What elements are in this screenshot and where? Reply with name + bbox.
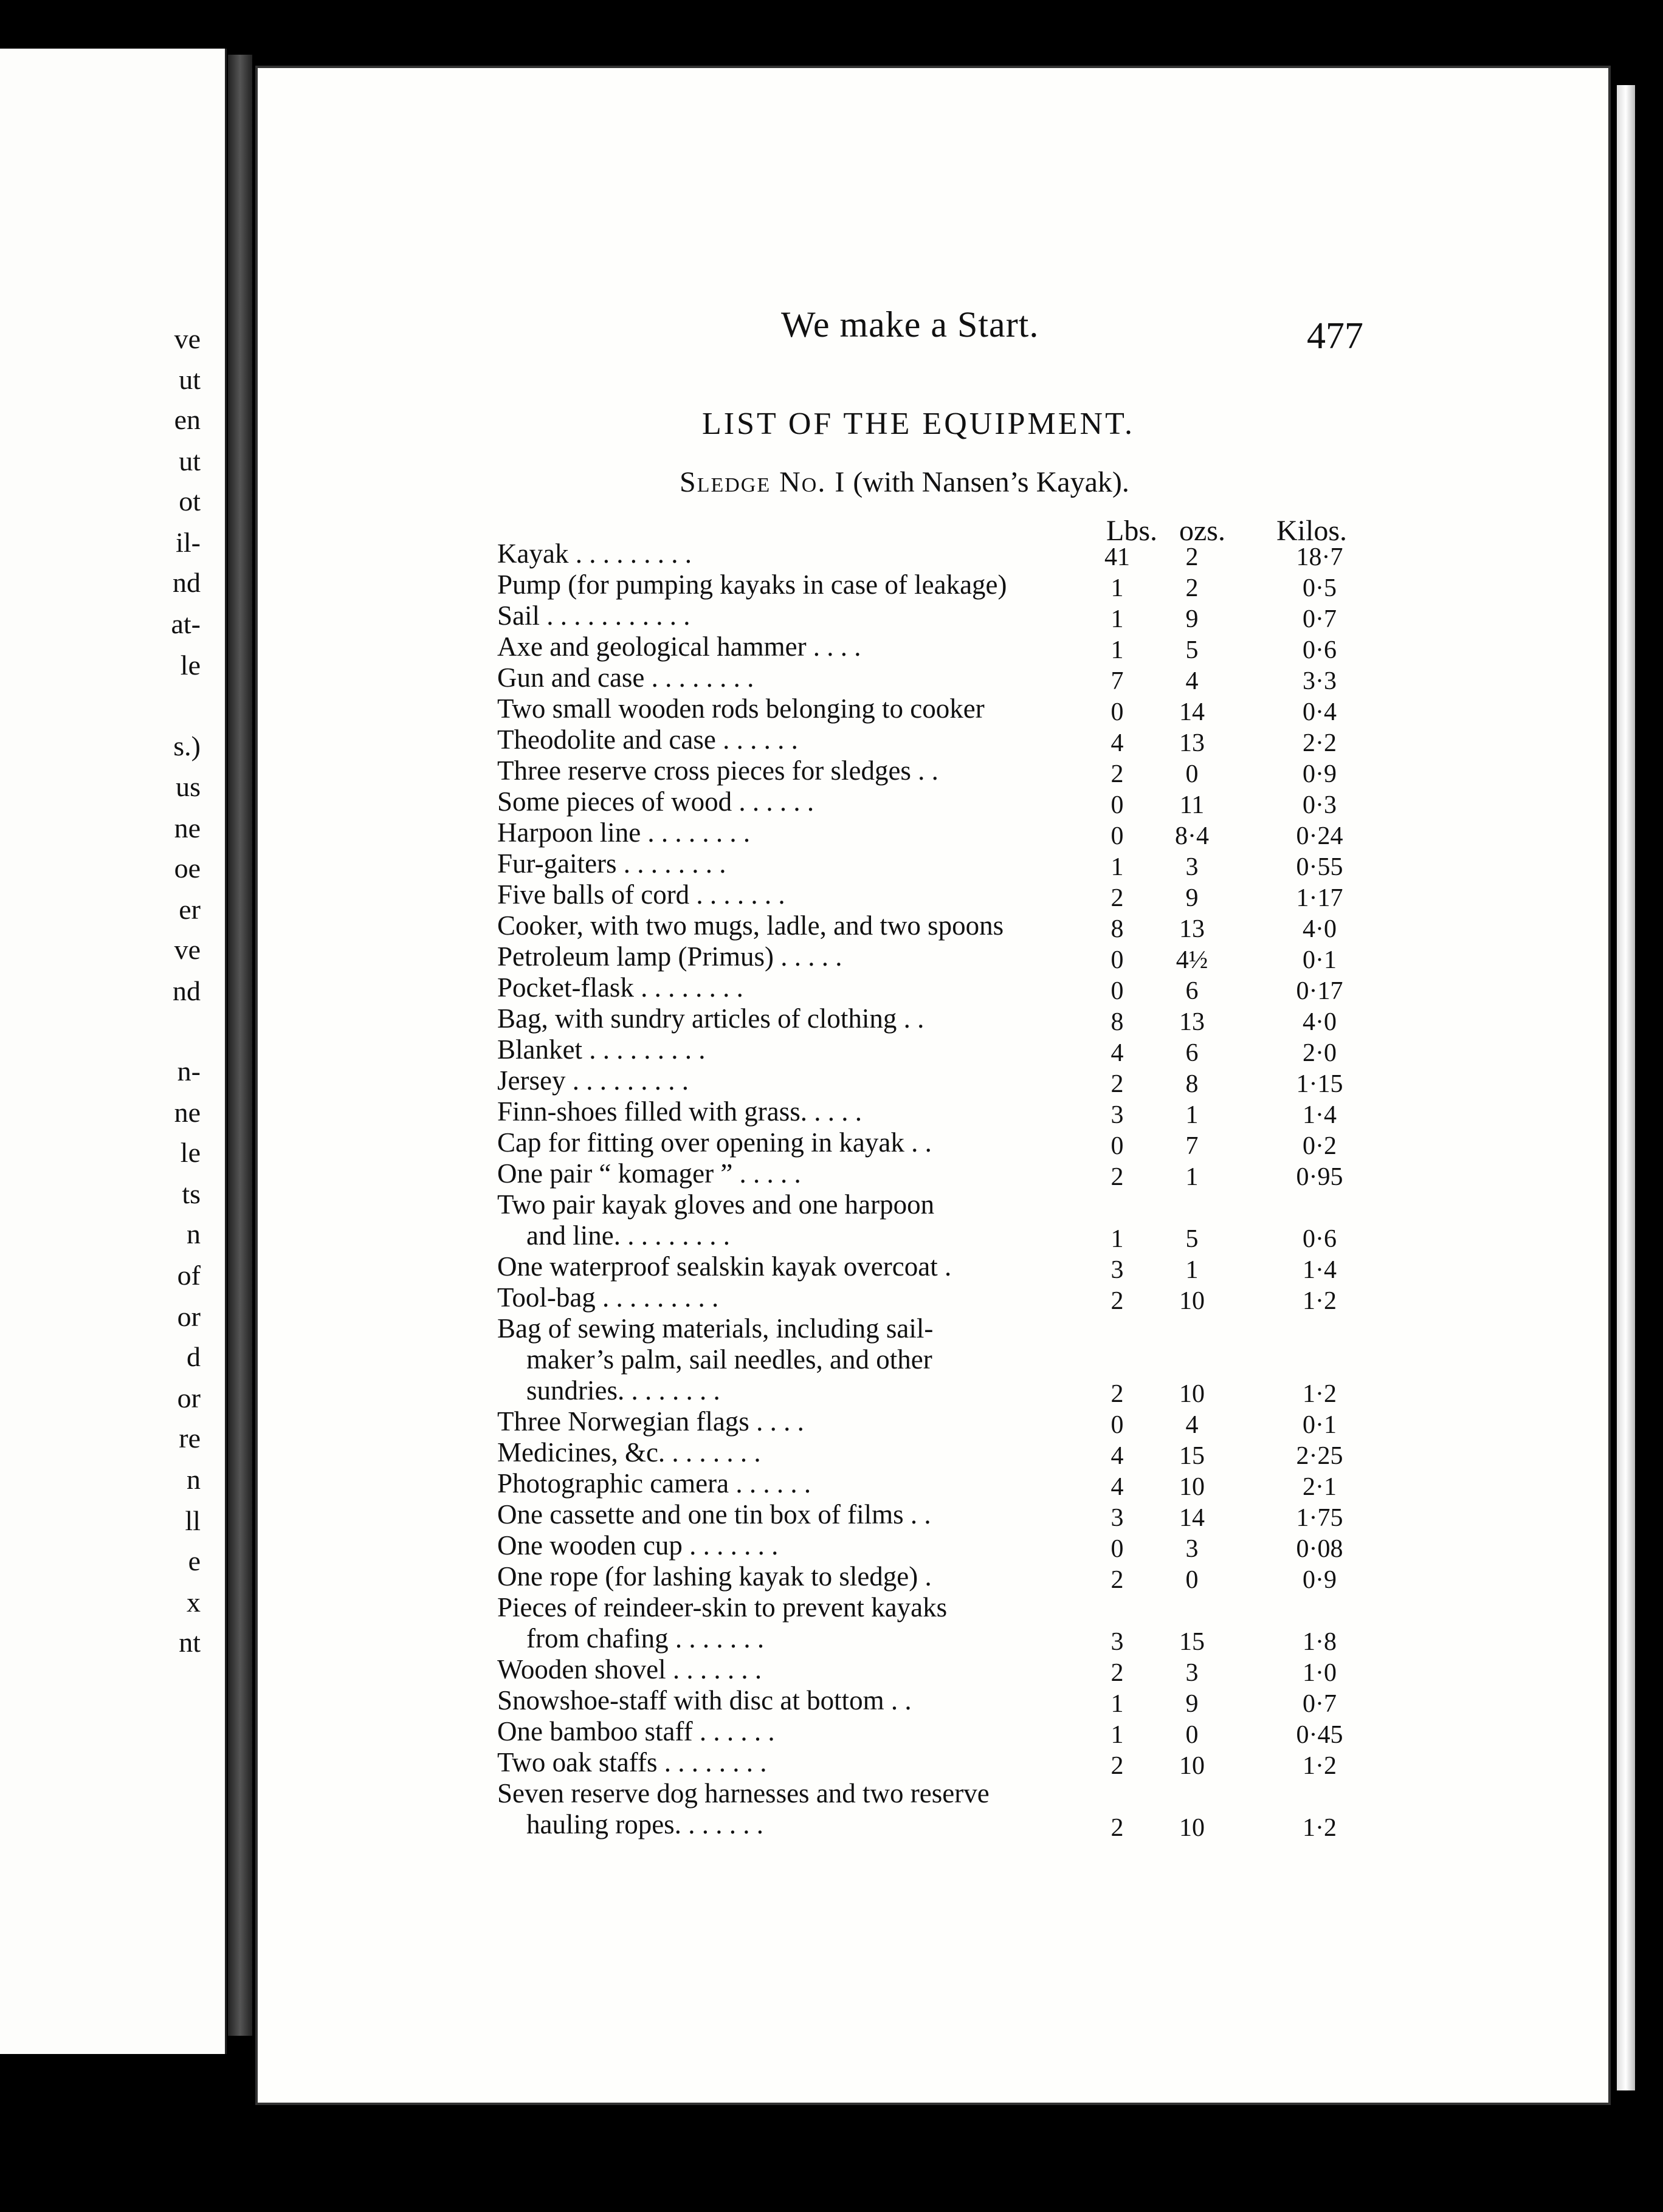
facing-page-text-fragment: n xyxy=(187,1464,201,1495)
table-row xyxy=(497,1654,1409,1685)
table-row xyxy=(497,1065,1409,1096)
weight-kilos: 0·9 xyxy=(1303,1566,1337,1594)
weight-ozs: 10 xyxy=(1179,1287,1205,1315)
facing-page-text-fragment: us xyxy=(176,771,201,802)
item-name-continuation: hauling ropes. . . . . . . xyxy=(526,1809,763,1839)
table-row xyxy=(497,1189,1409,1251)
page-edge xyxy=(1617,85,1635,2090)
facing-page-text-fragment: er xyxy=(179,894,201,925)
weight-lbs: 2 xyxy=(1110,1070,1124,1098)
weight-kilos: 0·7 xyxy=(1303,1690,1337,1718)
weight-ozs: 4 xyxy=(1185,1411,1199,1439)
item-name: Bag of sewing materials, including sail- xyxy=(497,1313,934,1344)
weight-kilos: 1·75 xyxy=(1296,1504,1343,1532)
facing-page-text-fragment: x xyxy=(187,1587,201,1618)
weight-ozs: 13 xyxy=(1179,729,1205,757)
weight-lbs: 0 xyxy=(1110,977,1124,1005)
table-row xyxy=(497,848,1409,879)
weight-kilos: 18·7 xyxy=(1296,543,1343,571)
weight-ozs: 3 xyxy=(1185,1659,1199,1687)
weight-kilos: 1·17 xyxy=(1296,884,1343,912)
weight-kilos: 1·2 xyxy=(1303,1814,1337,1842)
facing-page-text-fragment: nd xyxy=(173,567,201,598)
weight-lbs: 0 xyxy=(1110,822,1124,850)
weight-lbs: 2 xyxy=(1110,884,1124,912)
facing-page-text-fragment: le xyxy=(180,1137,201,1168)
weight-ozs: 14 xyxy=(1179,698,1205,726)
weight-ozs: 1 xyxy=(1185,1163,1199,1191)
facing-page-text-fragment: n- xyxy=(177,1056,201,1087)
weight-lbs: 2 xyxy=(1110,1659,1124,1687)
item-name: Pump (for pumping kayaks in case of leakage) xyxy=(497,569,1007,600)
table-row xyxy=(497,662,1409,693)
table-row xyxy=(497,1747,1409,1778)
item-name: Petroleum lamp (Primus) . . . . . xyxy=(497,941,842,972)
weight-lbs: 2 xyxy=(1110,760,1124,788)
weight-ozs: 2 xyxy=(1185,543,1199,571)
weight-lbs: 0 xyxy=(1110,1535,1124,1563)
weight-ozs: 1 xyxy=(1185,1101,1199,1129)
weight-ozs: 11 xyxy=(1179,791,1205,819)
table-row xyxy=(497,1778,1409,1840)
item-name: Two oak staffs . . . . . . . . xyxy=(497,1747,767,1777)
item-name: Five balls of cord . . . . . . . xyxy=(497,879,785,910)
weight-kilos: 0·1 xyxy=(1303,946,1337,974)
weight-ozs: 8·4 xyxy=(1175,822,1209,850)
weight-kilos: 1·15 xyxy=(1296,1070,1343,1098)
table-row xyxy=(497,1096,1409,1127)
weight-lbs: 1 xyxy=(1110,1225,1124,1253)
item-name: One pair “ komager ” . . . . . xyxy=(497,1158,801,1189)
weight-kilos: 0·1 xyxy=(1303,1411,1337,1439)
weight-ozs: 2 xyxy=(1185,574,1199,602)
weight-ozs: 10 xyxy=(1179,1752,1205,1780)
weight-kilos: 0·55 xyxy=(1296,853,1343,881)
item-name: Medicines, &c. . . . . . . . xyxy=(497,1437,761,1468)
item-name: Snowshoe-staff with disc at bottom . . xyxy=(497,1685,912,1716)
weight-lbs: 4 xyxy=(1110,729,1124,757)
sledge-label: Sledge No. I xyxy=(680,466,846,498)
item-name: Tool-bag . . . . . . . . . xyxy=(497,1282,719,1313)
weight-lbs: 0 xyxy=(1110,1132,1124,1160)
weight-kilos: 1·4 xyxy=(1303,1256,1337,1284)
weight-ozs: 10 xyxy=(1179,1473,1205,1501)
item-name: Some pieces of wood . . . . . . xyxy=(497,786,814,817)
item-name: Bag, with sundry articles of clothing . . xyxy=(497,1003,924,1034)
sledge-subtitle: (with Nansen’s Kayak). xyxy=(853,466,1129,498)
weight-kilos: 0·2 xyxy=(1303,1132,1337,1160)
weight-kilos: 0·7 xyxy=(1303,605,1337,633)
weight-kilos: 2·1 xyxy=(1303,1473,1337,1501)
item-name: Blanket . . . . . . . . . xyxy=(497,1034,706,1065)
weight-ozs: 6 xyxy=(1185,1039,1199,1067)
weight-lbs: 4 xyxy=(1110,1442,1124,1470)
item-name: Two small wooden rods belonging to cooker xyxy=(497,693,985,724)
weight-lbs: 41 xyxy=(1104,543,1130,571)
weight-lbs: 0 xyxy=(1110,946,1124,974)
facing-page-text-fragment: ts xyxy=(182,1178,201,1209)
item-name: One cassette and one tin box of films . . xyxy=(497,1499,931,1530)
weight-ozs: 14 xyxy=(1179,1504,1205,1532)
weight-ozs: 15 xyxy=(1179,1442,1205,1470)
facing-page-text-fragment: ne xyxy=(174,1097,201,1128)
facing-page-text-fragment: en xyxy=(174,404,201,435)
table-row xyxy=(497,972,1409,1003)
item-name: Theodolite and case . . . . . . xyxy=(497,724,798,755)
item-name: Seven reserve dog harnesses and two reserve xyxy=(497,1778,990,1808)
facing-page-text-fragment: e xyxy=(188,1545,201,1576)
weight-lbs: 1 xyxy=(1110,853,1124,881)
item-name: Cooker, with two mugs, ladle, and two spoons xyxy=(497,910,1004,941)
table-row xyxy=(497,569,1409,600)
section-title: LIST OF THE EQUIPMENT. xyxy=(702,407,1135,441)
weight-ozs: 9 xyxy=(1185,605,1199,633)
weight-lbs: 3 xyxy=(1110,1628,1124,1656)
weight-lbs: 2 xyxy=(1110,1814,1124,1842)
item-name: Three reserve cross pieces for sledges . . xyxy=(497,755,938,786)
weight-lbs: 0 xyxy=(1110,698,1124,726)
weight-lbs: 4 xyxy=(1110,1473,1124,1501)
facing-page-text-fragment: ve xyxy=(174,934,201,965)
weight-ozs: 9 xyxy=(1185,1690,1199,1718)
running-title: We make a Start. xyxy=(781,304,1039,345)
item-name: Jersey . . . . . . . . . xyxy=(497,1065,689,1096)
weight-ozs: 5 xyxy=(1185,636,1199,664)
weight-ozs: 4 xyxy=(1185,667,1199,695)
facing-page-text-fragment: s.) xyxy=(173,730,201,761)
table-row xyxy=(497,1468,1409,1499)
facing-page-text-fragment: at- xyxy=(171,608,201,639)
column-header-lbs: Lbs. xyxy=(1106,515,1157,547)
weight-lbs: 2 xyxy=(1110,1287,1124,1315)
weight-lbs: 3 xyxy=(1110,1256,1124,1284)
weight-kilos: 0·6 xyxy=(1303,636,1337,664)
item-name: One rope (for lashing kayak to sledge) . xyxy=(497,1561,932,1592)
weight-ozs: 3 xyxy=(1185,853,1199,881)
item-name: Kayak . . . . . . . . . xyxy=(497,538,692,569)
column-header-kilos: Kilos. xyxy=(1276,515,1348,547)
item-name: Pocket-flask . . . . . . . . xyxy=(497,972,743,1003)
weight-ozs: 13 xyxy=(1179,915,1205,943)
weight-kilos: 1·2 xyxy=(1303,1752,1337,1780)
facing-page-text-fragment: ut xyxy=(179,445,201,476)
table-row xyxy=(497,1530,1409,1561)
item-name: Three Norwegian flags . . . . xyxy=(497,1406,804,1437)
weight-kilos: 2·0 xyxy=(1303,1039,1337,1067)
table-row xyxy=(497,1561,1409,1592)
weight-lbs: 1 xyxy=(1110,574,1124,602)
table-row xyxy=(497,786,1409,817)
weight-ozs: 10 xyxy=(1179,1380,1205,1408)
weight-ozs: 4½ xyxy=(1176,946,1208,974)
table-row xyxy=(497,755,1409,786)
weight-lbs: 1 xyxy=(1110,1690,1124,1718)
facing-page-text-fragment: nd xyxy=(173,975,201,1006)
weight-kilos: 1·2 xyxy=(1303,1287,1337,1315)
table-row xyxy=(497,1251,1409,1282)
facing-page-text-fragment: ot xyxy=(179,486,201,517)
table-row xyxy=(497,1592,1409,1654)
table-row xyxy=(497,631,1409,662)
weight-kilos: 2·25 xyxy=(1296,1442,1343,1470)
item-name: Cap for fitting over opening in kayak . . xyxy=(497,1127,932,1158)
table-row xyxy=(497,1003,1409,1034)
weight-lbs: 2 xyxy=(1110,1380,1124,1408)
table-row xyxy=(497,910,1409,941)
column-header-ozs: ozs. xyxy=(1179,515,1225,547)
weight-lbs: 1 xyxy=(1110,1721,1124,1749)
equipment-table xyxy=(497,538,1409,1840)
table-row xyxy=(497,941,1409,972)
weight-lbs: 8 xyxy=(1110,1008,1124,1036)
weight-kilos: 0·17 xyxy=(1296,977,1343,1005)
facing-page-text-fragment: ut xyxy=(179,364,201,395)
item-name: Two pair kayak gloves and one harpoon xyxy=(497,1189,935,1220)
weight-kilos: 0·5 xyxy=(1303,574,1337,602)
weight-kilos: 4·0 xyxy=(1303,915,1337,943)
weight-kilos: 0·45 xyxy=(1296,1721,1343,1749)
weight-lbs: 2 xyxy=(1110,1163,1124,1191)
facing-page-text-fragment: le xyxy=(180,650,201,681)
table-row xyxy=(497,1282,1409,1313)
weight-ozs: 5 xyxy=(1185,1225,1199,1253)
table-row xyxy=(497,1437,1409,1468)
item-name-continuation: and line. . . . . . . . . xyxy=(526,1220,730,1251)
item-name: Wooden shovel . . . . . . . xyxy=(497,1654,762,1685)
weight-kilos: 0·9 xyxy=(1303,760,1337,788)
weight-kilos: 1·8 xyxy=(1303,1628,1337,1656)
table-row xyxy=(497,1406,1409,1437)
item-name: Gun and case . . . . . . . . xyxy=(497,662,754,693)
weight-lbs: 1 xyxy=(1110,636,1124,664)
table-row xyxy=(497,1127,1409,1158)
facing-page xyxy=(0,49,227,2054)
item-name-continuation: maker’s palm, sail needles, and other xyxy=(526,1344,932,1375)
table-row xyxy=(497,1685,1409,1716)
weight-lbs: 8 xyxy=(1110,915,1124,943)
table-row xyxy=(497,1313,1409,1406)
item-name: One bamboo staff . . . . . . xyxy=(497,1716,775,1747)
facing-page-text-fragment: n xyxy=(187,1218,201,1249)
item-name: Axe and geological hammer . . . . xyxy=(497,631,861,662)
table-row xyxy=(497,1499,1409,1530)
weight-ozs: 6 xyxy=(1185,977,1199,1005)
weight-kilos: 4·0 xyxy=(1303,1008,1337,1036)
table-row xyxy=(497,1034,1409,1065)
weight-ozs: 9 xyxy=(1185,884,1199,912)
facing-page-text-fragment: or xyxy=(177,1301,201,1332)
weight-ozs: 8 xyxy=(1185,1070,1199,1098)
weight-ozs: 1 xyxy=(1185,1256,1199,1284)
table-row xyxy=(497,538,1409,569)
weight-ozs: 3 xyxy=(1185,1535,1199,1563)
item-name-continuation: from chafing . . . . . . . xyxy=(526,1623,765,1654)
weight-ozs: 0 xyxy=(1185,1721,1199,1749)
table-row xyxy=(497,600,1409,631)
sledge-heading xyxy=(680,465,1129,499)
table-row xyxy=(497,1716,1409,1747)
book-gutter xyxy=(228,55,252,2036)
facing-page-text-fragment: nt xyxy=(179,1627,201,1658)
facing-page-text-fragment: oe xyxy=(174,853,201,884)
weight-kilos: 0·24 xyxy=(1296,822,1343,850)
table-row xyxy=(497,1158,1409,1189)
item-name: One waterproof sealskin kayak overcoat . xyxy=(497,1251,952,1282)
page-number: 477 xyxy=(1307,315,1363,357)
facing-page-text-fragment: re xyxy=(179,1423,201,1454)
table-row xyxy=(497,879,1409,910)
table-row xyxy=(497,817,1409,848)
weight-lbs: 1 xyxy=(1110,605,1124,633)
weight-kilos: 0·6 xyxy=(1303,1225,1337,1253)
weight-kilos: 0·4 xyxy=(1303,698,1337,726)
table-row xyxy=(497,693,1409,724)
weight-ozs: 0 xyxy=(1185,760,1199,788)
item-name: Photographic camera . . . . . . xyxy=(497,1468,811,1499)
weight-lbs: 0 xyxy=(1110,1411,1124,1439)
weight-lbs: 3 xyxy=(1110,1504,1124,1532)
weight-ozs: 10 xyxy=(1179,1814,1205,1842)
weight-kilos: 1·2 xyxy=(1303,1380,1337,1408)
weight-ozs: 15 xyxy=(1179,1628,1205,1656)
facing-page-text-fragment: d xyxy=(187,1341,201,1372)
facing-page-text-fragment: of xyxy=(177,1260,201,1291)
item-name: Pieces of reindeer-skin to prevent kayaks xyxy=(497,1592,948,1623)
item-name: Harpoon line . . . . . . . . xyxy=(497,817,751,848)
weight-lbs: 3 xyxy=(1110,1101,1124,1129)
weight-lbs: 0 xyxy=(1110,791,1124,819)
facing-page-text-fragment: ne xyxy=(174,812,201,843)
weight-kilos: 0·3 xyxy=(1303,791,1337,819)
weight-kilos: 0·08 xyxy=(1296,1535,1343,1563)
weight-lbs: 7 xyxy=(1110,667,1124,695)
facing-page-text-fragment: or xyxy=(177,1382,201,1413)
table-row xyxy=(497,724,1409,755)
weight-lbs: 2 xyxy=(1110,1752,1124,1780)
weight-kilos: 1·0 xyxy=(1303,1659,1337,1687)
item-name: One wooden cup . . . . . . . xyxy=(497,1530,779,1561)
weight-kilos: 0·95 xyxy=(1296,1163,1343,1191)
weight-kilos: 2·2 xyxy=(1303,729,1337,757)
facing-page-text-fragment: ll xyxy=(185,1505,201,1536)
item-name: Fur-gaiters . . . . . . . . xyxy=(497,848,726,879)
weight-ozs: 7 xyxy=(1185,1132,1199,1160)
item-name-continuation: sundries. . . . . . . . xyxy=(526,1375,720,1406)
item-name: Sail . . . . . . . . . . . xyxy=(497,600,690,631)
weight-lbs: 4 xyxy=(1110,1039,1124,1067)
weight-kilos: 1·4 xyxy=(1303,1101,1337,1129)
weight-lbs: 2 xyxy=(1110,1566,1124,1594)
facing-page-text-fragment: ve xyxy=(174,323,201,354)
weight-ozs: 0 xyxy=(1185,1566,1199,1594)
weight-kilos: 3·3 xyxy=(1303,667,1337,695)
weight-ozs: 13 xyxy=(1179,1008,1205,1036)
facing-page-text-fragment: il- xyxy=(176,527,201,558)
item-name: Finn-shoes filled with grass. . . . . xyxy=(497,1096,862,1127)
